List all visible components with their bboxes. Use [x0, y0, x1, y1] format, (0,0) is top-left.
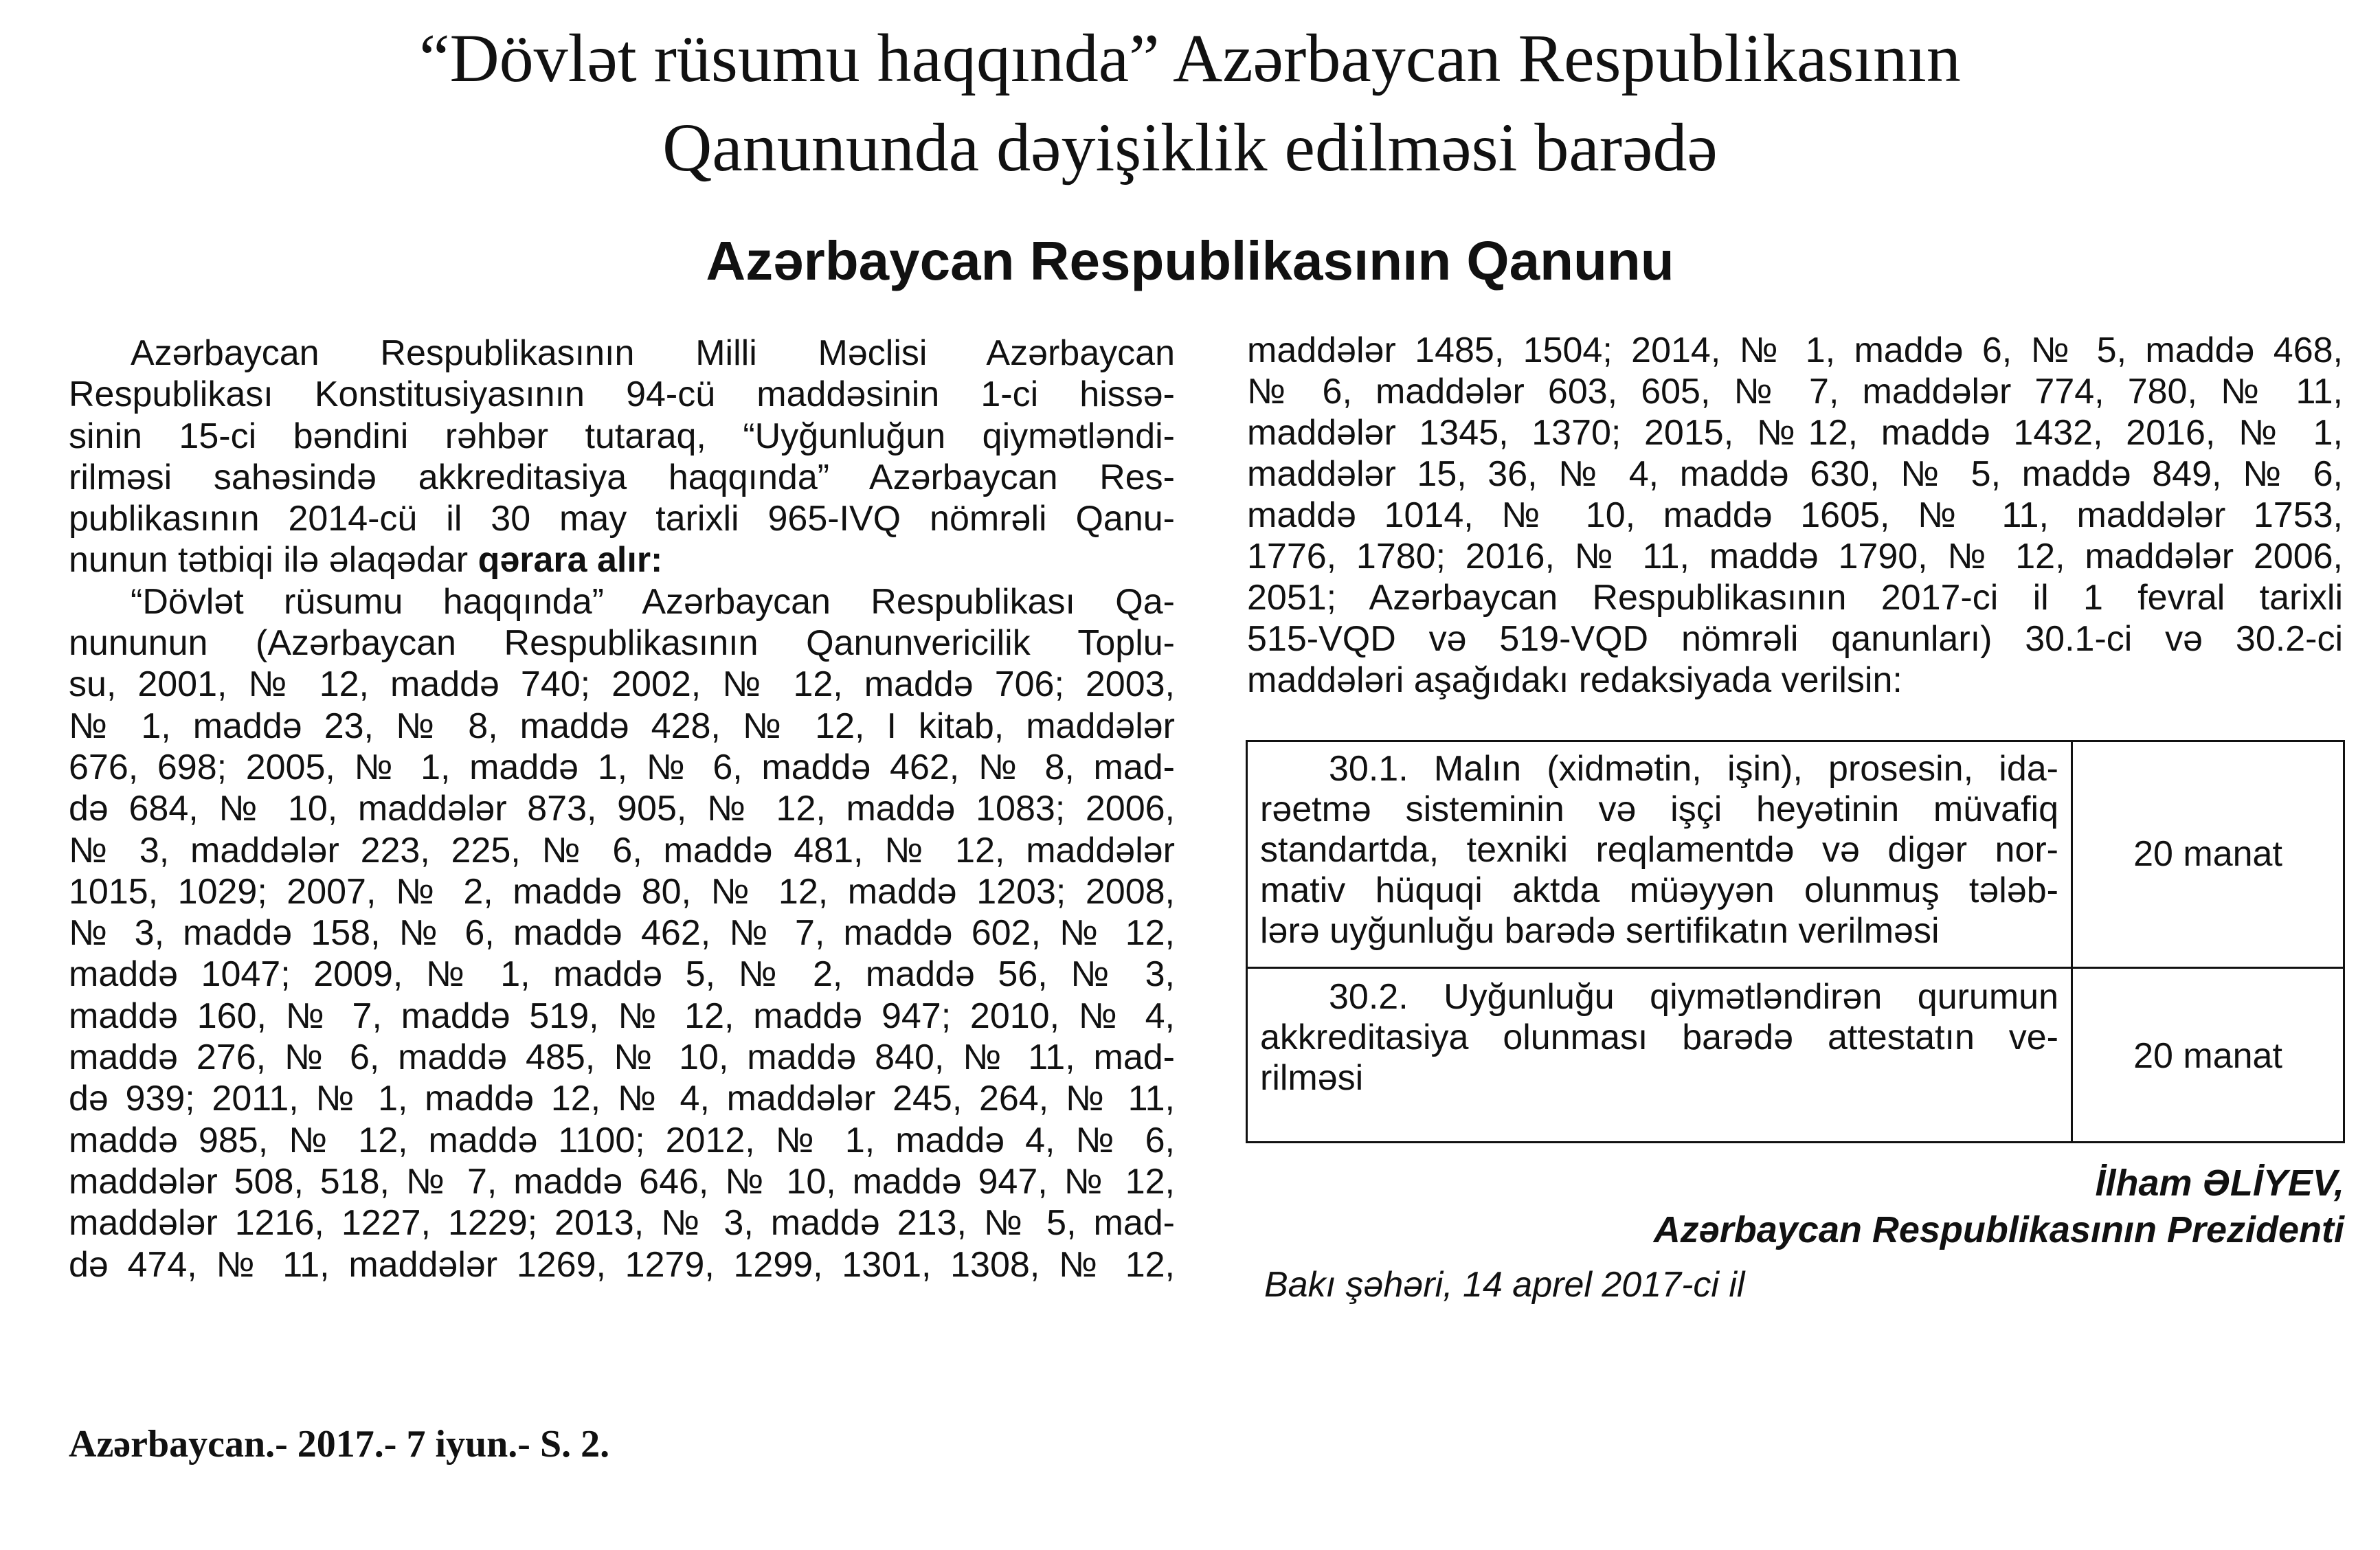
text-line: maddə 1047; 2009, № 1, maddə 5, № 2, maddə 56, № 3, — [69, 954, 1175, 995]
signatory-position: Azərbaycan Respublikasının Prezidenti — [1653, 1209, 2344, 1250]
text-line: də 684, № 10, maddələr 873, 905, № 12, maddə 1083; 2006, — [69, 789, 1175, 829]
text-line: № 3, maddələr 223, 225, № 6, maddə 481, № 12, maddələr — [69, 830, 1175, 871]
text-line: 30.2. Uyğunluğu qiymətləndirən qurumun — [1329, 977, 2058, 1017]
text-line: standartda, texniki reqlamentdə və digər nor- — [1260, 830, 2058, 870]
text-line: № 6, maddələr 603, 605, № 7, maddələr 774, 780, № 11, — [1247, 372, 2343, 412]
document-title — [0, 14, 2380, 192]
place-date: Bakı şəhəri, 14 aprel 2017-ci il — [1264, 1265, 1745, 1305]
text-line: 1776, 1780; 2016, № 11, maddə 1790, № 12, maddələr 2006, — [1247, 537, 2343, 576]
text-line: № 1, maddə 23, № 8, maddə 428, № 12, I kitab, maddələr — [69, 706, 1175, 746]
decision-phrase: qərara alır: — [478, 540, 663, 581]
text-line: lərə uyğunluğu barədə sertifikatın verilməsi — [1260, 911, 1940, 951]
text-line: maddələr 1345, 1370; 2015, №12, maddə 1432, 2016, № 1, — [1247, 413, 2343, 453]
text-line: Respublikası Konstitusiyasının 94-cü maddəsinin 1-ci hissə- — [69, 374, 1175, 415]
document-subtitle: Azərbaycan Respublikasının Qanunu — [706, 230, 1674, 291]
text-line: 30.1. Malın (xidmətin, işin), prosesin, ida- — [1329, 749, 2058, 789]
fee-amount: 20 manat — [2133, 834, 2282, 874]
text-line: Azərbaycan Respublikasının Milli Məclisi Azərbaycan — [131, 333, 1175, 373]
text-line: maddələr 508, 518, № 7, maddə 646, № 10, maddə 947, № 12, — [69, 1161, 1175, 1202]
text-line: akkreditasiya olunması barədə attestatın ve- — [1260, 1018, 2058, 1057]
fee-description — [1260, 977, 2058, 1099]
signature-block — [1654, 1160, 2344, 1253]
table-row — [1248, 969, 2343, 1143]
text-line: 515-VQD və 519-VQD nömrəli qanunları) 30.1-ci və 30.2-ci — [1247, 619, 2343, 659]
text-line: maddələr 15, 36, № 4, maddə 630, № 5, maddə 849, № 6, — [1247, 454, 2343, 494]
text-line: publikasının 2014-cü il 30 may tarixli 965-IVQ nömrəli Qanu- — [69, 499, 1175, 539]
fee-description — [1260, 749, 2058, 952]
text-line: maddələri aşağıdakı redaksiyada verilsin: — [1247, 660, 1902, 700]
left-column — [69, 333, 1175, 1285]
table-row — [1248, 742, 2343, 969]
signatory-name: İlham ƏLİYEV, — [2095, 1162, 2344, 1204]
text-line: maddələr 1485, 1504; 2014, № 1, maddə 6, № 5, maddə 468, — [1247, 330, 2343, 370]
text-line: mativ hüquqi aktda müəyyən olunmuş tələb- — [1260, 871, 2058, 910]
text-line: 676, 698; 2005, № 1, maddə 1, № 6, maddə 462, № 8, mad- — [69, 747, 1175, 787]
text-line: № 3, maddə 158, № 6, maddə 462, № 7, maddə 602, № 12, — [69, 913, 1175, 954]
text-line: 2051; Azərbaycan Respublikasının 2017-ci il 1 fevral tarixli — [1247, 578, 2343, 618]
text-line: nununun (Azərbaycan Respublikasının Qanunvericilik Toplu- — [69, 623, 1175, 664]
text-line: rilməsi — [1260, 1058, 1364, 1098]
text-line: rilməsi sahəsində akkreditasiya haqqında” Azərbaycan Res- — [69, 457, 1175, 497]
text-segment: nunun tətbiqi ilə əlaqədar — [69, 540, 478, 581]
text-line: su, 2001, № 12, maddə 740; 2002, № 12, maddə 706; 2003, — [69, 664, 1175, 705]
text-line: maddə 985, № 12, maddə 1100; 2012, № 1, maddə 4, № 6, — [69, 1120, 1175, 1160]
title-line-1: “Dövlət rüsumu haqqında” Azərbaycan Respublikasının — [419, 20, 1961, 96]
text-line: 1015, 1029; 2007, № 2, maddə 80, № 12, maddə 1203; 2008, — [69, 871, 1175, 912]
title-line-2: Qanununda dəyişiklik edilməsi barədə — [662, 109, 1718, 186]
text-line: maddə 276, № 6, maddə 485, № 10, maddə 840, № 11, mad- — [69, 1037, 1175, 1078]
text-line: də 474, № 11, maddələr 1269, 1279, 1299, 1301, 1308, № 12, — [69, 1244, 1175, 1285]
text-line: sinin 15-ci bəndini rəhbər tutaraq, “Uyğunluğun qiymətləndi- — [69, 416, 1175, 456]
text-line — [69, 539, 1175, 581]
text-line: də 939; 2011, № 1, maddə 12, № 4, maddələr 245, 264, № 11, — [69, 1079, 1175, 1119]
fee-table — [1246, 740, 2345, 1143]
text-line: maddə 160, № 7, maddə 519, № 12, maddə 947; 2010, № 4, — [69, 996, 1175, 1036]
right-column — [1247, 330, 2343, 701]
text-line: maddə 1014, № 10, maddə 1605, № 11, maddələr 1753, — [1247, 495, 2343, 535]
text-line: rəetmə sisteminin və işçi heyətinin müvafiq — [1260, 789, 2058, 829]
fee-amount: 20 manat — [2133, 1035, 2282, 1076]
text-line: “Dövlət rüsumu haqqında” Azərbaycan Respublikası Qa- — [131, 581, 1175, 622]
text-line: maddələr 1216, 1227, 1229; 2013, № 3, maddə 213, № 5, mad- — [69, 1203, 1175, 1244]
source-citation: Azərbaycan.- 2017.- 7 iyun.- S. 2. — [69, 1423, 610, 1465]
